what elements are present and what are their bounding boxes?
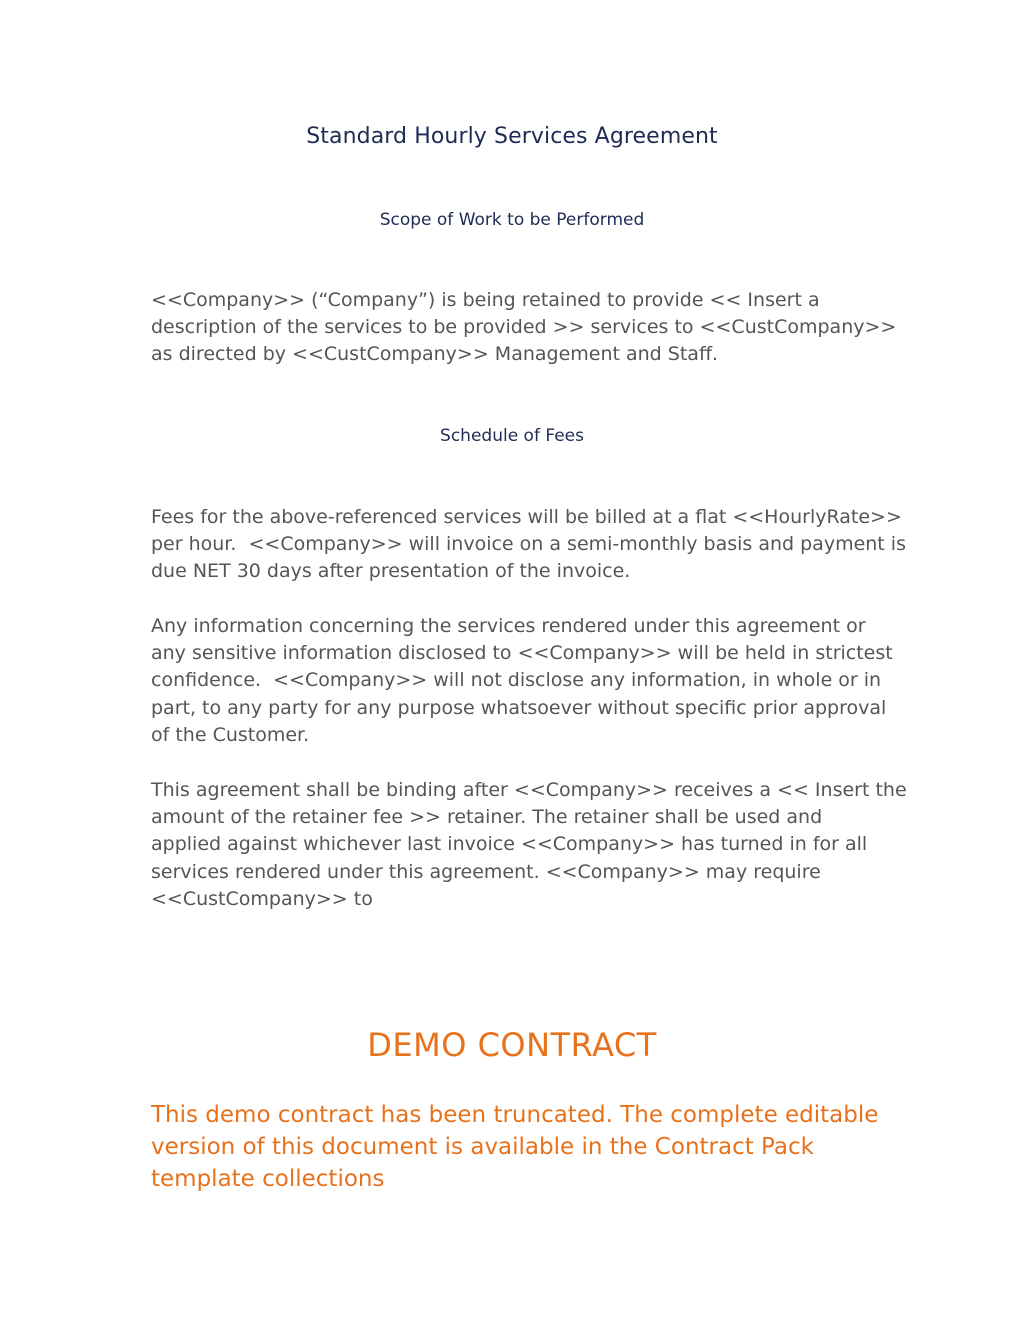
binding-paragraph xyxy=(151,777,907,913)
paragraph-line: This agreement shall be binding after <<Company>> receives a << Insert the xyxy=(151,779,907,801)
paragraph-line: description of the services to be provided >> services to <<CustCompany>> xyxy=(151,316,897,339)
demo-note-line: template collections xyxy=(151,1166,385,1192)
paragraph-line: services rendered under this agreement. <<Company>> may require xyxy=(151,860,821,883)
demo-note-line: version of this document is available in the Contract Pack xyxy=(151,1134,814,1160)
paragraph-line: due NET 30 days after presentation of the invoice. xyxy=(151,560,631,583)
section-heading-scope: Scope of Work to be Performed xyxy=(379,210,645,230)
paragraph-line: amount of the retainer fee >> retainer. The retainer shall be used and xyxy=(151,806,823,829)
paragraph-line: confidence. <<Company>> will not disclose any information, in whole or in xyxy=(151,669,882,692)
paragraph-line: Fees for the above-referenced services will be billed at a flat <<HourlyRate>> xyxy=(151,506,902,528)
scope-paragraph xyxy=(151,287,897,369)
paragraph-line: any sensitive information disclosed to <<Company>> will be held in strictest xyxy=(151,642,893,665)
demo-contract-heading: DEMO CONTRACT xyxy=(367,1026,657,1064)
demo-truncation-note xyxy=(151,1099,891,1195)
demo-note-line: This demo contract has been truncated. The complete editable xyxy=(151,1102,879,1128)
paragraph-line: applied against whichever last invoice <<Company>> has turned in for all xyxy=(151,833,868,856)
paragraph-line: of the Customer. xyxy=(151,723,310,746)
paragraph-line: per hour. <<Company>> will invoice on a semi-monthly basis and payment is xyxy=(151,533,906,556)
paragraph-line: as directed by <<CustCompany>> Management and Staff. xyxy=(151,343,719,366)
paragraph-line: part, to any party for any purpose whatsoever without specific prior approval xyxy=(151,696,887,719)
paragraph-line: <<CustCompany>> to xyxy=(151,887,373,910)
section-heading-fees: Schedule of Fees xyxy=(440,426,584,446)
paragraph-line: Any information concerning the services rendered under this agreement or xyxy=(151,615,866,637)
paragraph-line: <<Company>> (“Company”) is being retained to provide << Insert a xyxy=(151,289,820,311)
fees-paragraph xyxy=(151,504,906,586)
document-title: Standard Hourly Services Agreement xyxy=(306,124,718,149)
confidentiality-paragraph xyxy=(151,613,893,749)
